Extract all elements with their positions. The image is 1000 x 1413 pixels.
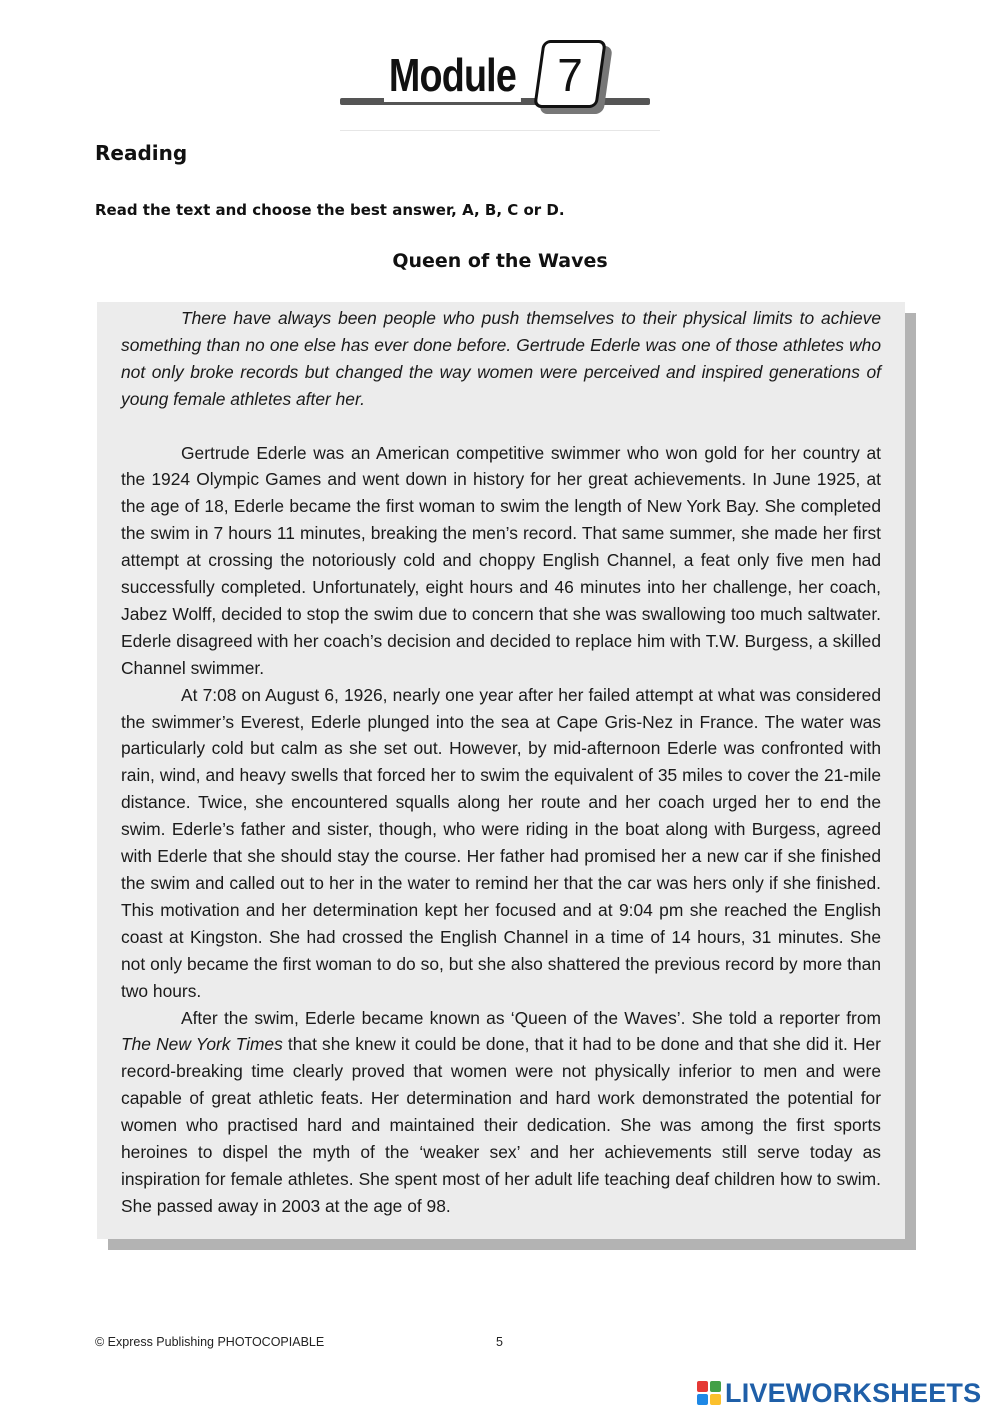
logo-tile-1 (697, 1381, 708, 1392)
paragraph-3-start: After the swim, Ederle became known as ‘Queen of the Waves’. She told a reporter from (181, 1007, 881, 1028)
article-title: Queen of the Waves (392, 250, 608, 272)
module-number: 7 (557, 49, 583, 101)
module-header (340, 38, 660, 133)
header-divider (340, 130, 660, 131)
paragraph-3 (121, 1005, 881, 1220)
logo-tile-3 (697, 1394, 708, 1405)
reading-passage (97, 302, 905, 1239)
section-title: Reading (95, 141, 188, 165)
copyright-notice: © Express Publishing PHOTOCOPIABLE (95, 1335, 325, 1349)
paragraph-1: Gertrude Ederle was an American competitive swimmer who won gold for her country at the 1924 Olympic Games and went down in history for her great achievements. In June 1925, at the age of 18, Ederle became the first woman to swim the length of New York Bay. She completed the swim in 7 hours 11 minutes, breaking the men’s record. That same summer, she made her first attempt at crossing the notoriously cold and choppy English Channel, a feat only five men had successfully completed. Unfortunately, eight hours and 46 minutes into her challenge, her coach, Jabez Wolff, decided to stop the swim due to concern that she was swallowing too much saltwater. Ederle disagreed with her coach’s decision and decided to replace him with T.W. Burgess, a skilled Channel swimmer. (121, 442, 881, 678)
logo-tile-4 (710, 1394, 721, 1405)
liveworksheets-logo[interactable] (697, 1376, 981, 1410)
logo-tile-2 (710, 1381, 721, 1392)
liveworksheets-logo-text: LIVEWORKSHEETS (725, 1377, 982, 1408)
newspaper-title: The New York Times (121, 1034, 283, 1055)
module-label: Module (384, 48, 521, 102)
liveworksheets-logo-icon (697, 1381, 721, 1405)
instruction-text: Read the text and choose the best answer, A, B, C or D. (95, 201, 565, 219)
intro-paragraph: There have always been people who push themselves to their physical limits to achieve something than no one else has ever done before. Gertrude Ederle was one of those athletes who not only broke records but changed the way women were perceived and inspired generations of young female athletes after her. (121, 308, 881, 409)
page-number: 5 (496, 1335, 503, 1349)
paragraph-2: At 7:08 on August 6, 1926, nearly one year after her failed attempt at what was considered the swimmer’s Everest, Ederle plunged into the sea at Cape Gris-Nez in France. The water was particularly cold but calm as she set out. However, by mid-afternoon Ederle was confronted with rain, wind, and heavy swells that forced her to swim the equivalent of 35 miles to cover the 21-mile distance. Twice, she encountered squalls along her route and her coach urged her to end the swim. Ederle’s father and sister, though, who were riding in the boat along with Burgess, agreed with Ederle that she should stay the course. Her father had promised her a new car if she finished the swim and called out to her in the water to remind her that the car was hers only if she finished. This motivation and her determination kept her focused and at 9:04 pm she reached the English coast at Kingston. She had crossed the English Channel in a time of 14 hours, 31 minutes. She not only became the first woman to do so, but she also shattered the previous record by more than two hours. (121, 684, 881, 1001)
paragraph-3-end: that she knew it could be done, that it had to be done and that she did it. Her record-breaking time clearly proved that women were not physically inferior to men and were capable of great athletic feats. Her determination and hard work demonstrated the potential for women who practised hard and maintained their dedication. She was among the first sports heroines to dispel the myth of the ‘weaker sex’ and her achievements still serve today as inspiration for female athletes. She spent most of her adult life teaching deaf children how to swim. She passed away in 2003 at the age of 98. (121, 1034, 881, 1216)
